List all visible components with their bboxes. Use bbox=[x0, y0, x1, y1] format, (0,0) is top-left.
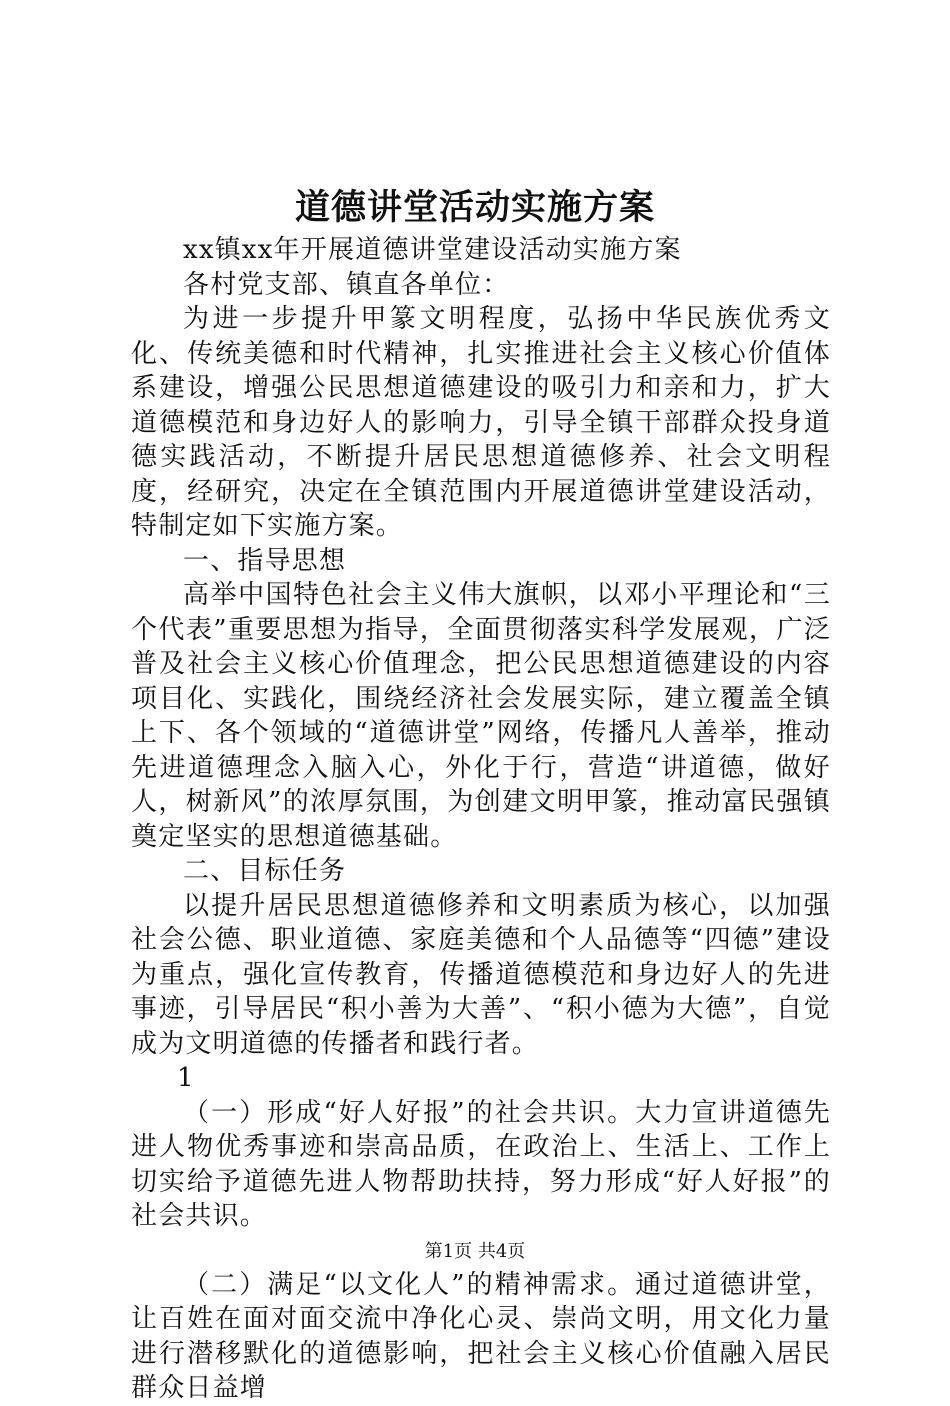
section-heading-goals: 二、目标任务 bbox=[183, 856, 347, 886]
goal-item-2-paragraph: （二）满足“以文化人”的精神需求。通过道德讲堂，让百姓在面对面交流中净化心灵、崇尚文明，用文化力量进行潜移默化的道德影响，把社会主义核心价值融入居民群众日益增 bbox=[131, 1269, 831, 1403]
goals-paragraph: 以提升居民思想道德修养和文明素质为核心，以加强社会公德、职业道德、家庭美德和个人品德等“四德”建设为重点，强化宣传教育，传播道德模范和身边好人的先进事迹，引导居民“积小善为大善”、“积小德为大德”，自觉成为文明道德的传播者和践行者。 bbox=[131, 890, 831, 1059]
section-heading-guiding-thought: 一、指导思想 bbox=[183, 545, 347, 576]
document-body bbox=[131, 233, 831, 1406]
intro-paragraph: 为进一步提升甲篆文明程度，弘扬中华民族优秀文化、传统美德和时代精神，扎实推进社会主义核心价值体系建设，增强公民思想道德建设的吸引力和亲和力，扩大道德模范和身边好人的影响力，引导全镇干部群众投身道德实践活动，不断提升居民思想道德修养、社会文明程度，经研究，决定在全镇范围内开展道德讲堂建设活动，特制定如下实施方案。 bbox=[131, 304, 831, 541]
guiding-thought-paragraph: 高举中国特色社会主义伟大旗帜，以邓小平理论和“三个代表”重要思想为指导，全面贯彻落实科学发展观，广泛普及社会主义核心价值理念，把公民思想道德建设的内容项目化、实践化，围绕经济社会发展实际，建立覆盖全镇上下、各个领域的“道德讲堂”网络，传播凡人善举，推动先进道德理念入脑入心，外化于行，营造“讲道德，做好人，树新风”的浓厚氛围，为创建文明甲篆，推动富民强镇奠定坚实的思想道德基础。 bbox=[131, 580, 831, 852]
document-title: 道德讲堂活动实施方案 bbox=[294, 187, 655, 228]
goal-item-1-paragraph: （一）形成“好人好报”的社会共识。大力宣讲道德先进人物优秀事迹和崇高品质，在政治上、生活上、工作上切实给予道德先进人物帮助扶持，努力形成“好人好报”的社会共识。 bbox=[131, 1097, 831, 1231]
numeral-line: 1 bbox=[177, 1063, 195, 1093]
salutation-paragraph: 各村党支部、镇直各单位： bbox=[183, 269, 510, 300]
subtitle-paragraph: xx镇xx年开展道德讲堂建设活动实施方案 bbox=[183, 235, 682, 265]
page-footer: 第1页 共4页 bbox=[424, 1241, 526, 1262]
